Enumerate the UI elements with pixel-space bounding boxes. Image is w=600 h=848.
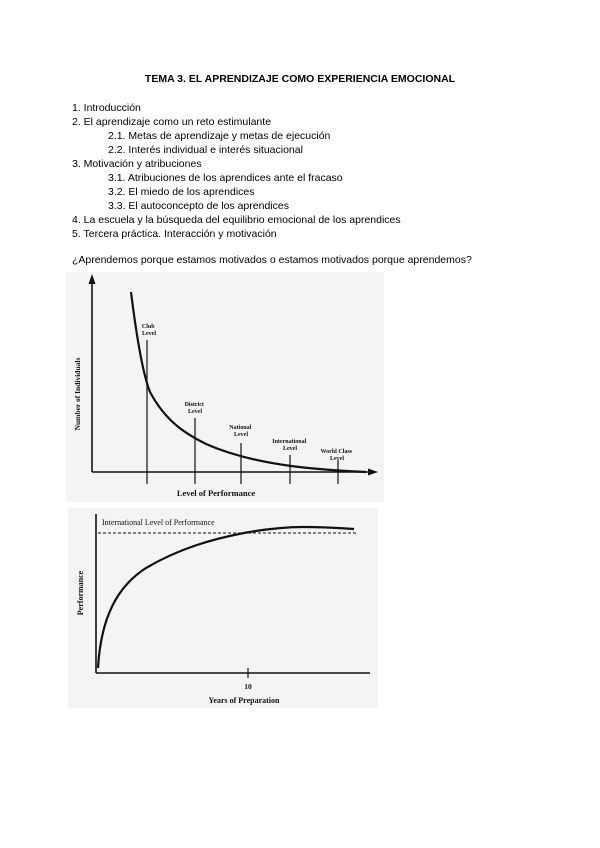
toc-item: 4. La escuela y la búsqueda del equilibrio emocional de los aprendices [72,214,401,226]
y-axis-title: Performance [76,570,85,616]
toc-item: 3. Motivación y atribuciones [72,158,202,170]
toc-subitem: 3.1. Atribuciones de los aprendices ante el fracaso [108,172,343,184]
chart-performance-vs-years [68,508,378,708]
toc-subitem: 3.2. El miedo de los aprendices [108,186,255,198]
label-world-class: World Class Level [320,449,353,462]
x-axis-title: Years of Preparation [208,696,280,705]
label-national: National Level [229,425,252,438]
chart-individuals-vs-level [66,272,384,502]
reference-line-label: International Level of Performance [102,518,215,527]
x-axis-title: Level of Performance [176,488,256,498]
toc-subitem: 2.2. Interés individual e interés situacional [108,144,303,156]
toc-subitem: 2.1. Metas de aprendizaje y metas de ejecución [108,130,331,142]
toc-item: 5. Tercera práctica. Interacción y motivación [72,228,277,240]
y-axis-title: Number of Individuals [73,357,82,431]
question-text: ¿Aprendemos porque estamos motivados o estamos motivados porque aprendemos? [72,254,472,266]
document-title: TEMA 3. EL APRENDIZAJE COMO EXPERIENCIA EMOCIONAL [144,73,456,85]
label-international: International Level [272,439,307,452]
toc-subitem: 3.3. El autoconcepto de los aprendices [108,200,289,212]
table-of-contents [72,101,401,241]
x-tick-label: 10 [244,682,252,691]
toc-item: 1. Introducción [72,102,141,114]
toc-item: 2. El aprendizaje como un reto estimulante [72,116,272,128]
label-district: District Level [184,402,204,415]
label-club: Club Level [141,324,156,337]
